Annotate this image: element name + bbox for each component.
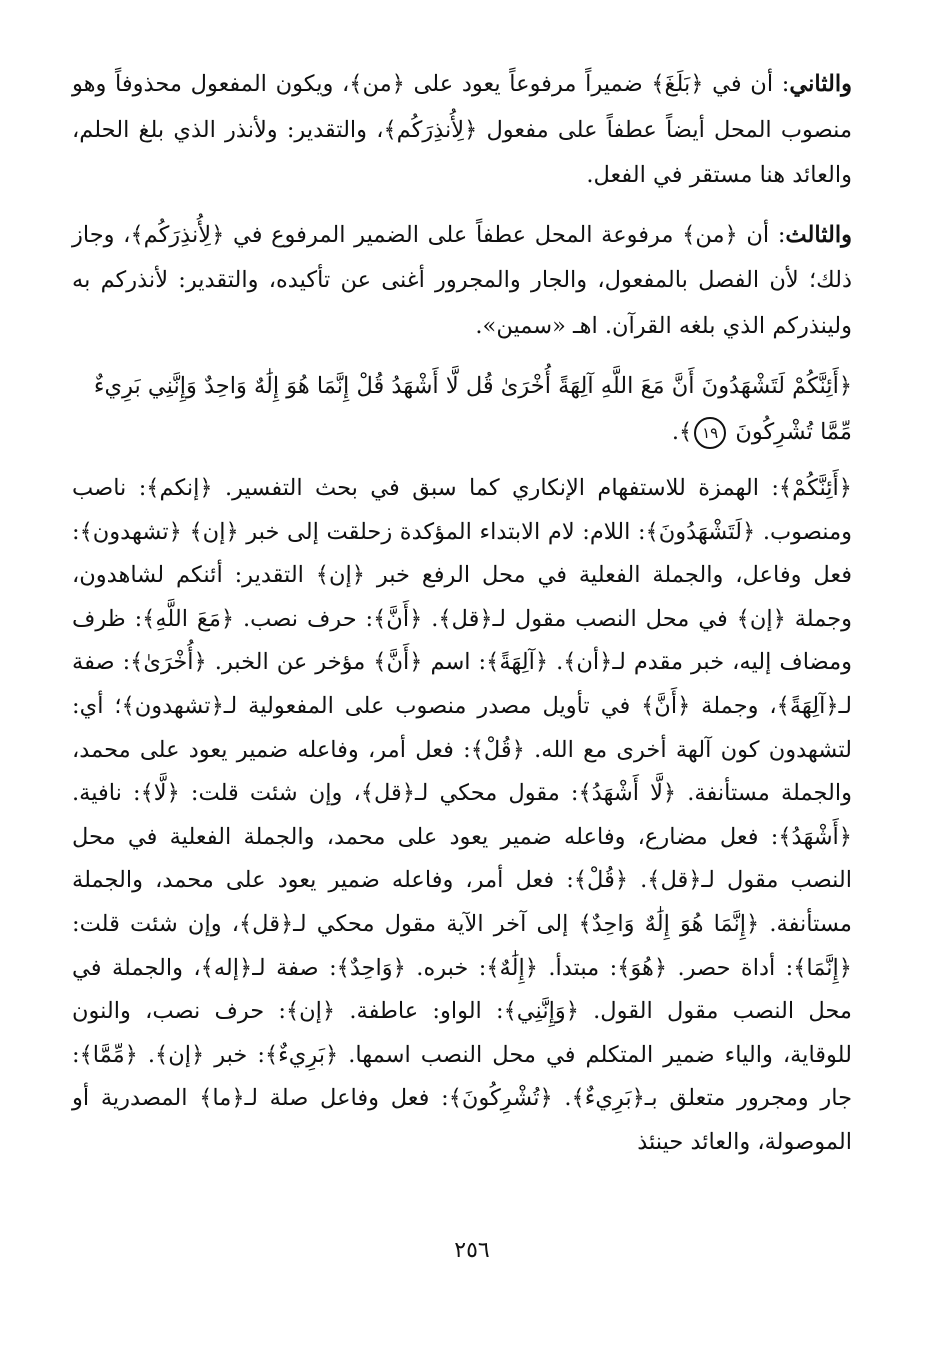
- paragraph-grammatical-parsing: [72, 467, 852, 1165]
- parsing-text: ﴿أَئِنَّكُمْ﴾: الهمزة للاستفهام الإنكاري كما سبق في بحث التفسير. ﴿إنكم﴾: ناصب ومنصوب. ﴿لَتَشْهَدُونَ﴾: اللام: لام الابتداء المؤكدة زحلقت إلى خبر ﴿إن﴾ ﴿تشهدون﴾: فعل وفاعل، والجملة الفعلية في محل الرفع خبر ﴿إن﴾ التقدير: أئنكم لشاهدون، وجملة ﴿إن﴾ في محل النصب مقول لـ﴿قل﴾. ﴿أَنَّ﴾: حرف نصب. ﴿مَعَ اللَّهِ﴾: ظرف ومضاف إليه، خبر مقدم لـ﴿أن﴾. ﴿آلِهَةً﴾: اسم ﴿أَنَّ﴾ مؤخر عن الخبر. ﴿أُخْرَىٰ﴾: صفة لـ﴿آلِهَةً﴾، وجملة ﴿أَنَّ﴾ في تأويل مصدر منصوب على المفعولية لـ﴿تشهدون﴾؛ أي: لتشهدون كون آلهة أخرى مع الله. ﴿قُلْ﴾: فعل أمر، وفاعله ضمير يعود على محمد، والجملة مستأنفة. ﴿لَّا أَشْهَدُ﴾: مقول محكي لـ﴿قل﴾، وإن شئت قلت: ﴿لَّا﴾: نافية. ﴿أَشْهَدُ﴾: فعل مضارع، وفاعله ضمير يعود على محمد، والجملة الفعلية في محل النصب مقول لـ﴿قل﴾. ﴿قُلْ﴾: فعل أمر، وفاعله ضمير يعود على محمد، والجملة مستأنفة. ﴿إِنَّمَا هُوَ إِلَٰهٌ وَاحِدٌ﴾ إلى آخر الآية مقول محكي لـ﴿قل﴾، وإن شئت قلت: ﴿إِنَّمَا﴾: أداة حصر. ﴿هُوَ﴾: مبتدأ. ﴿إِلَٰهٌ﴾: خبره. ﴿وَاحِدٌ﴾: صفة لـ﴿إله﴾، والجملة في محل النصب مقول القول. ﴿وَإِنَّنِي﴾: الواو: عاطفة. ﴿إن﴾: حرف نصب، والنون للوقاية، والياء ضمير المتكلم في محل النصب اسمها. ﴿بَرِيءٌ﴾: خبر ﴿إن﴾. ﴿مِّمَّا﴾: جار ومجرور متعلق بـ﴿بَرِيءٌ﴾. ﴿تُشْرِكُونَ﴾: فعل وفاعل صلة لـ﴿ما﴾ المصدرية أو الموصولة، والعائد حينئذ: [72, 475, 852, 1155]
- paragraph-second-opinion: [72, 62, 852, 199]
- quran-verse: [72, 363, 852, 455]
- verse-closing: ﴾.: [671, 419, 693, 445]
- paragraph-text-second: : أن في ﴿بَلَغَ﴾ ضميراً مرفوعاً يعود على ﴿من﴾، ويكون المفعول محذوفاً وهو منصوب المحل أيضاً عطفاً على مفعول ﴿لِأُنذِرَكُم﴾، والتقدير: ولأنذر الذي بلغ الحلم، والعائد هنا مستقر في الفعل.: [72, 71, 852, 188]
- verse-text: ﴿أَئِنَّكُمْ لَتَشْهَدُونَ أَنَّ مَعَ اللَّهِ آلِهَةً أُخْرَىٰ قُل لَّا أَشْهَدُ قُلْ إِنَّمَا هُوَ إِلَٰهٌ وَاحِدٌ وَإِنَّنِي بَرِيءٌ مِّمَّا تُشْرِكُونَ: [93, 373, 852, 445]
- page-number: ٢٥٦: [454, 1238, 490, 1263]
- paragraph-text-third: : أن ﴿من﴾ مرفوعة المحل عطفاً على الضمير المرفوع في ﴿لِأُنذِرَكُم﴾، وجاز ذلك؛ لأن الفصل بالمفعول، والجار والمجرور أغنى عن تأكيده، والتقدير: لأنذركم به ولينذركم الذي بلغه القرآن. اهـ «سمين».: [72, 221, 852, 339]
- paragraph-lead-second: والثاني: [789, 71, 852, 97]
- paragraph-third-opinion: [72, 213, 852, 350]
- page-body: [72, 62, 852, 1302]
- paragraph-lead-third: والثالث: [785, 221, 852, 248]
- ayah-number-marker: ١٩: [694, 417, 726, 449]
